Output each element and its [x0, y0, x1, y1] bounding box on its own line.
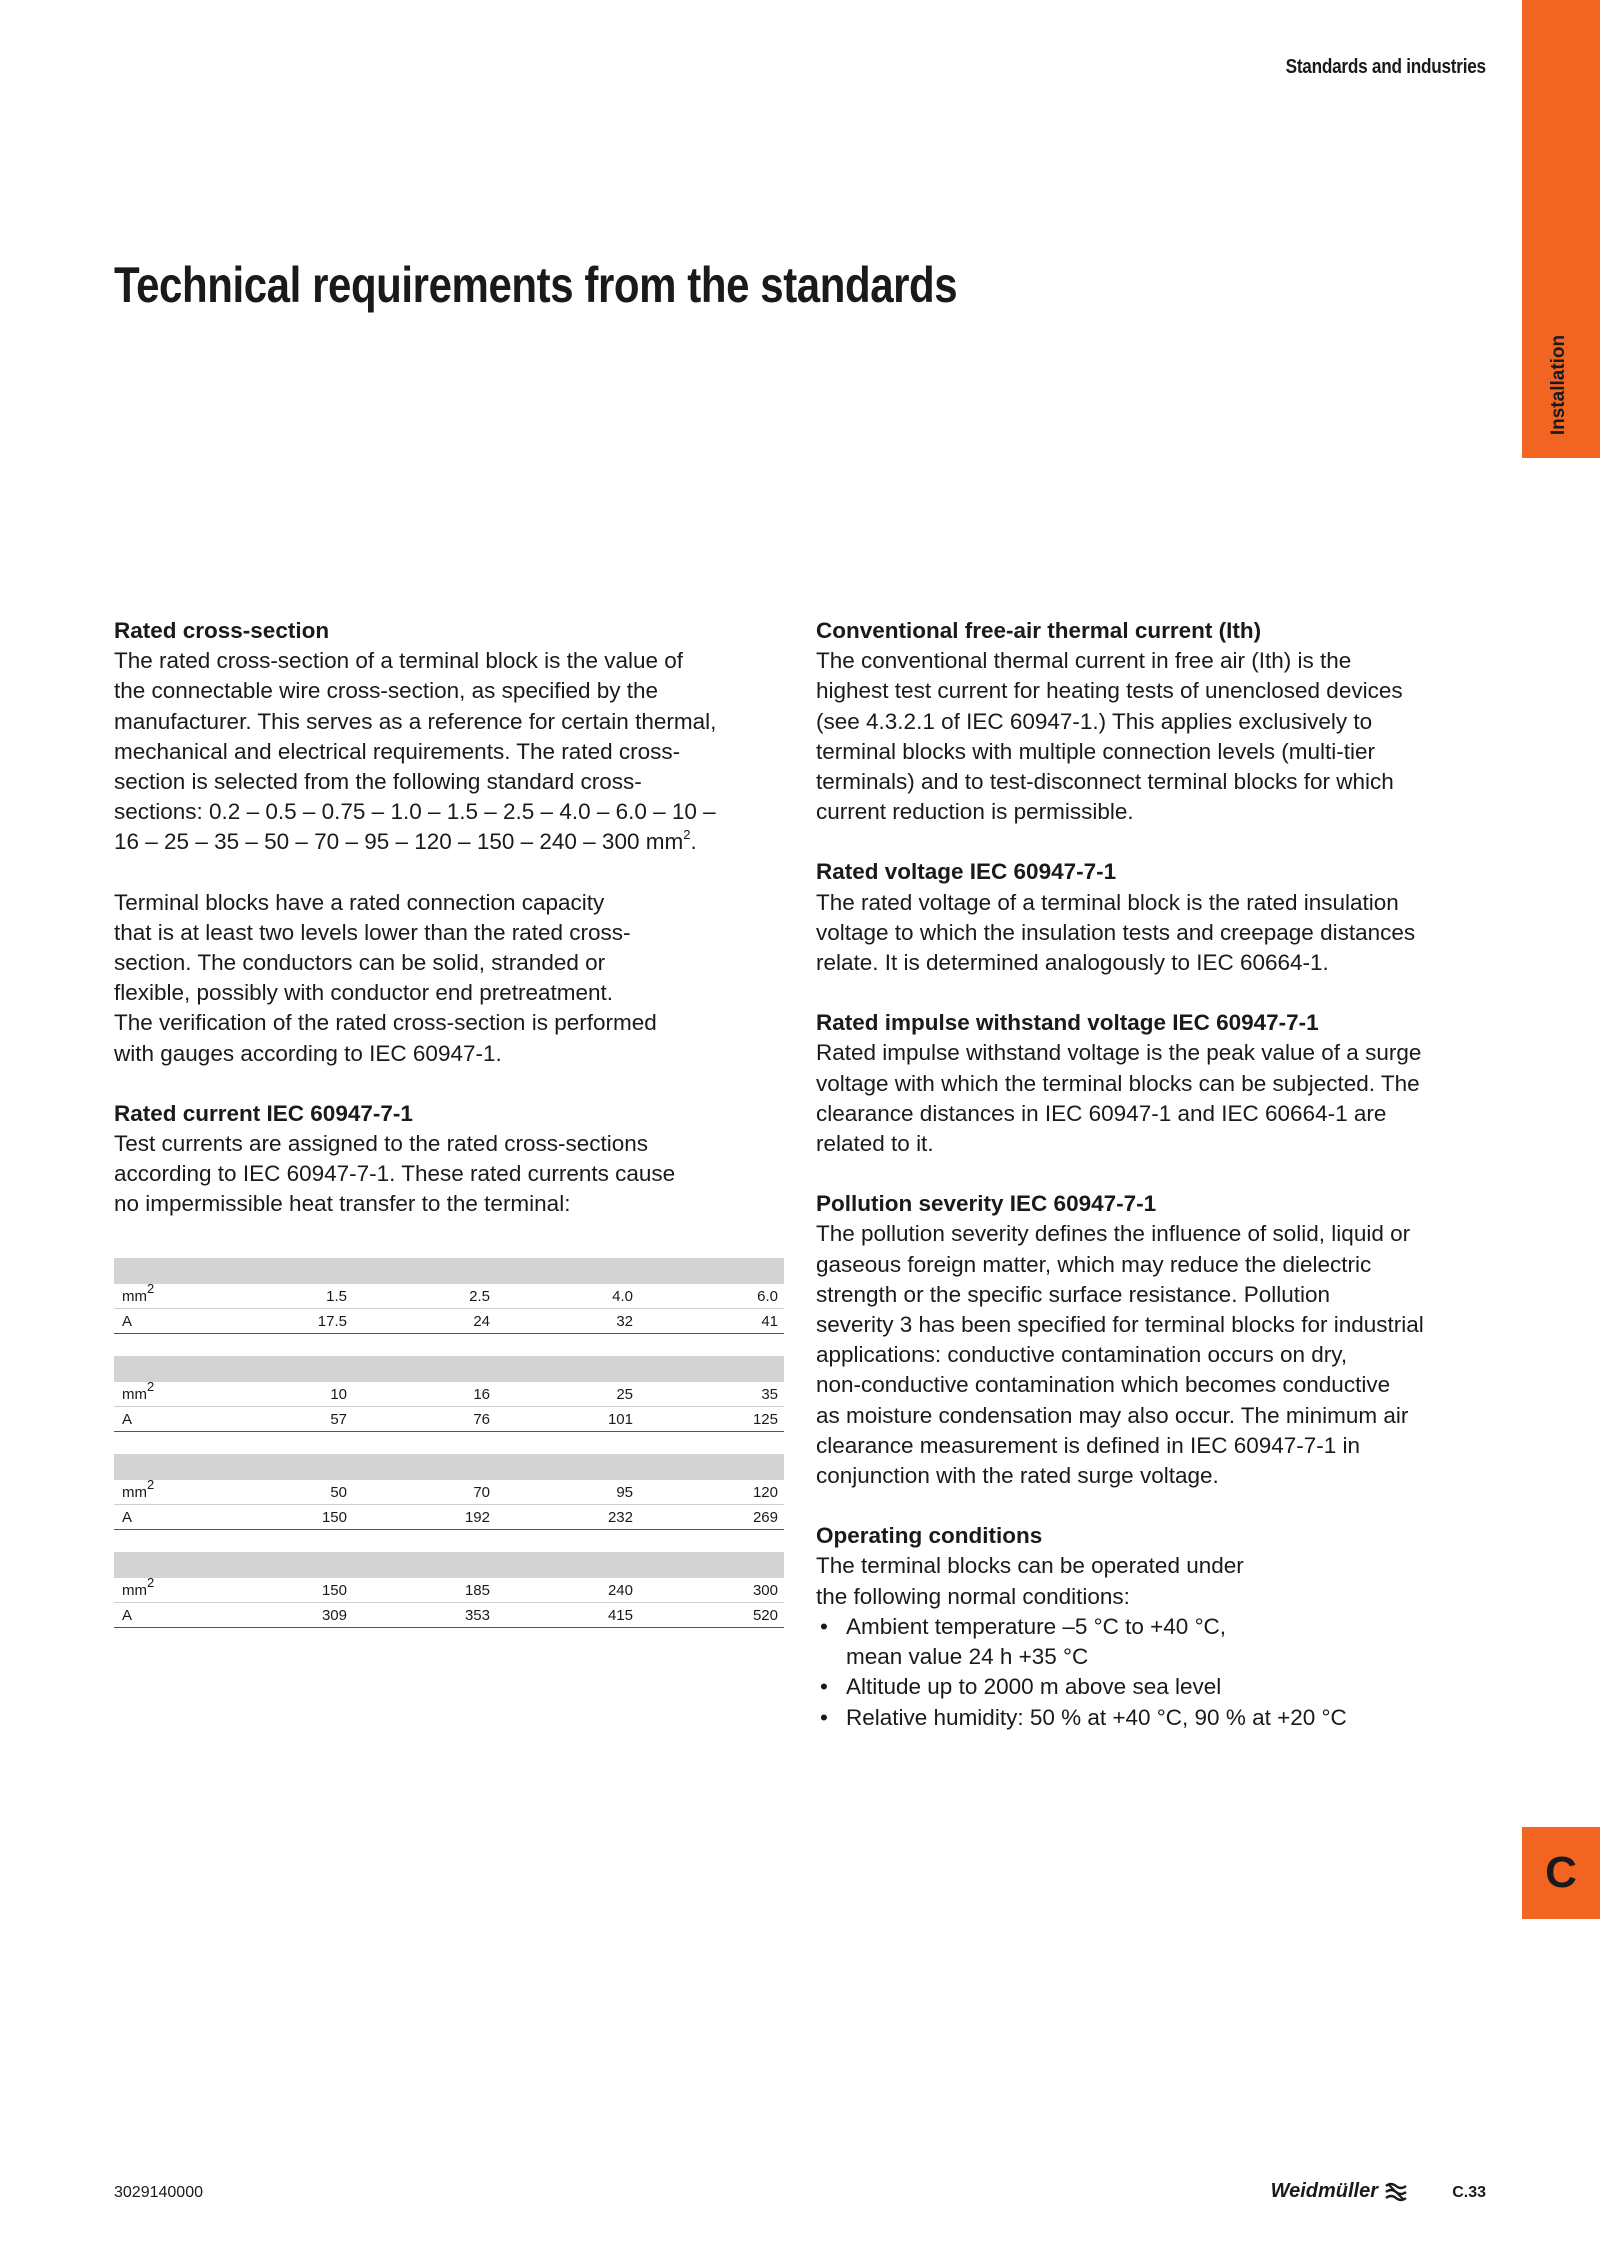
superscript: 2 [147, 1476, 155, 1492]
heading-impulse: Rated impulse withstand voltage IEC 60947-7-1 [816, 1010, 1319, 1036]
table-cell: 415 [607, 1606, 633, 1624]
current-table [114, 1454, 784, 1530]
paragraph-rated-voltage: The rated voltage of a terminal block is the rated insulation voltage to which the insulation tests and creepage distances relate. It is determined analogously to IEC 60664-1. [816, 889, 1416, 976]
unit-cell: A [122, 1410, 133, 1428]
table-header-bar [114, 1454, 784, 1480]
table-cell: 4.0 [612, 1287, 633, 1305]
table-cell: 353 [464, 1606, 490, 1624]
table-row-amps [114, 1309, 784, 1334]
unit-cell: A [122, 1508, 133, 1526]
section-pollution [816, 1189, 1496, 1491]
superscript: 2 [147, 1280, 155, 1296]
brand-mark-icon [1384, 2182, 1410, 2202]
table-row-mm2 [114, 1280, 784, 1309]
unit-text: mm [122, 1581, 147, 1599]
table-cell: 24 [473, 1312, 490, 1330]
table-cell: 32 [616, 1312, 633, 1330]
paragraph-text: The rated cross-section of a terminal block is the value of the connectable wire cross-section, as specified by the manufacturer. This serves as a reference for certain thermal, mechanical and electrical requirements. The rated cross- section is selected from the following standard cross- sections: 0.2 – 0.5 – 0.75 – 1.0 – 1.5 – 2.5 – 4.0 – 6.0 – 10 – 16 – 25 – 35 – 50 – 70 – 95 – 120 – 150 – 240 – 300 mm [114, 648, 717, 855]
table-header-bar [114, 1356, 784, 1382]
page-title: Technical requirements from the standards [114, 257, 958, 313]
operating-conditions-list [816, 1612, 1496, 1733]
table-row-amps [114, 1603, 784, 1628]
unit-text: mm [122, 1483, 147, 1501]
section-impulse [816, 1008, 1496, 1159]
superscript: 2 [147, 1378, 155, 1394]
table-cell: 185 [464, 1581, 490, 1599]
table-cell: 95 [616, 1483, 633, 1501]
paragraph-ith: The conventional thermal current in free air (Ith) is the highest test current for heating tests of unenclosed devices (see 4.3.2.1 of IEC 60947-1.) This applies exclusively to terminal blocks with multiple connection levels (multi-tier terminals) and to test-disconnect terminal blocks for which current reduction is permissible. [816, 648, 1403, 825]
table-row-amps [114, 1407, 784, 1432]
current-table [114, 1356, 784, 1432]
table-cell: 309 [321, 1606, 347, 1624]
paragraph-operating: The terminal blocks can be operated under the following normal conditions: [816, 1553, 1244, 1609]
paragraph-rated-cross-section-1 [114, 646, 794, 857]
article-number: 3029140000 [114, 2184, 203, 2201]
section-ith [816, 616, 1496, 827]
table-cell: 150 [321, 1508, 347, 1526]
table-cell: 300 [752, 1581, 778, 1599]
unit-cell [114, 1476, 210, 1501]
paragraph-rated-current: Test currents are assigned to the rated cross-sections according to IEC 60947-7-1. These rated currents cause no impermissible heat transfer to the terminal: [114, 1131, 676, 1217]
table-cell: 269 [752, 1508, 778, 1526]
rated-current-tables [114, 1258, 784, 1650]
current-table [114, 1258, 784, 1334]
paragraph-impulse: Rated impulse withstand voltage is the peak value of a surge voltage with which the terminal blocks can be subjected. The clearance distances in IEC 60947-1 and IEC 60664-1 are related to it. [816, 1040, 1422, 1157]
table-cell: 120 [752, 1483, 778, 1501]
unit-cell: A [122, 1312, 133, 1330]
paragraph-pollution: The pollution severity defines the influence of solid, liquid or gaseous foreign matter, which may reduce the dielectric strength or the specific surface resistance. Pollution severity 3 has been specified for terminal blocks for industrial applications: conductive contamination occurs on dry, non-conductive contamination which becomes conductive as moisture condensation may also occur. The minimum air clearance measurement is defined in IEC 60947-7-1 in conjunction with the rated surge voltage. [816, 1221, 1424, 1489]
unit-cell [114, 1280, 210, 1305]
heading-rated-cross-section: Rated cross-section [114, 618, 330, 643]
unit-text: mm [122, 1287, 147, 1305]
table-cell: 35 [761, 1385, 778, 1403]
heading-operating: Operating conditions [816, 1523, 1043, 1549]
table-cell: 2.5 [469, 1287, 490, 1305]
right-column [816, 616, 1496, 1763]
table-cell: 150 [321, 1581, 347, 1599]
table-row-mm2 [114, 1574, 784, 1603]
list-item: • Altitude up to 2000 m above sea level [816, 1672, 1496, 1702]
unit-text: mm [122, 1385, 147, 1403]
table-cell: 10 [330, 1385, 347, 1403]
brand-name: Weidmüller [1270, 2180, 1378, 2202]
heading-rated-current: Rated current IEC 60947-7-1 [114, 1100, 413, 1126]
table-cell: 41 [761, 1312, 778, 1330]
table-header-bar [114, 1552, 784, 1578]
unit-cell: A [122, 1606, 133, 1624]
section-rated-current [114, 1099, 794, 1220]
section-tab-label: Installation [1548, 334, 1569, 436]
table-cell: 70 [473, 1483, 490, 1501]
table-cell: 520 [752, 1606, 778, 1624]
table-cell: 50 [330, 1483, 347, 1501]
unit-cell [114, 1378, 210, 1403]
chapter-tab-c: C [1522, 1827, 1600, 1919]
table-cell: 240 [607, 1581, 633, 1599]
table-row-amps [114, 1505, 784, 1530]
superscript: 2 [147, 1574, 155, 1590]
table-cell: 101 [607, 1410, 633, 1428]
table-cell: 6.0 [757, 1287, 778, 1305]
list-item: • Ambient temperature –5 °C to +40 °C, mean value 24 h +35 °C [816, 1612, 1496, 1672]
table-cell: 25 [616, 1385, 633, 1403]
section-rated-voltage [816, 857, 1496, 978]
page-number: C.33 [1452, 2184, 1486, 2201]
heading-rated-voltage: Rated voltage IEC 60947-7-1 [816, 859, 1117, 885]
unit-cell [114, 1574, 210, 1599]
running-header: Standards and industries [1285, 56, 1486, 78]
left-column [114, 616, 794, 1250]
table-row-mm2 [114, 1476, 784, 1505]
table-cell: 1.5 [326, 1287, 347, 1305]
list-item: • Relative humidity: 50 % at +40 °C, 90 % at +20 °C [816, 1703, 1496, 1733]
paragraph-rated-cross-section-2: Terminal blocks have a rated connection capacity that is at least two levels lower than the rated cross- section. The conductors can be solid, stranded or flexible, possibly with conductor end pretreatment. The verification of the rated cross-section is performed with gauges according to IEC 60947-1. [114, 889, 657, 1066]
table-cell: 125 [752, 1410, 778, 1428]
paragraph-end: . [690, 829, 697, 855]
brand-logo [1271, 2180, 1410, 2203]
table-header-bar [114, 1258, 784, 1284]
section-operating [816, 1521, 1496, 1732]
table-cell: 17.5 [317, 1312, 347, 1330]
current-table [114, 1552, 784, 1628]
section-tab-installation [1522, 0, 1600, 458]
table-cell: 16 [473, 1385, 490, 1403]
table-cell: 192 [464, 1508, 490, 1526]
section-rated-cross-section [114, 616, 794, 1069]
table-cell: 57 [330, 1410, 347, 1428]
table-cell: 232 [607, 1508, 633, 1526]
superscript: 2 [683, 826, 691, 842]
table-cell: 76 [473, 1410, 490, 1428]
heading-ith: Conventional free-air thermal current (Ith) [816, 618, 1262, 643]
heading-pollution: Pollution severity IEC 60947-7-1 [816, 1191, 1157, 1217]
table-row-mm2 [114, 1378, 784, 1407]
